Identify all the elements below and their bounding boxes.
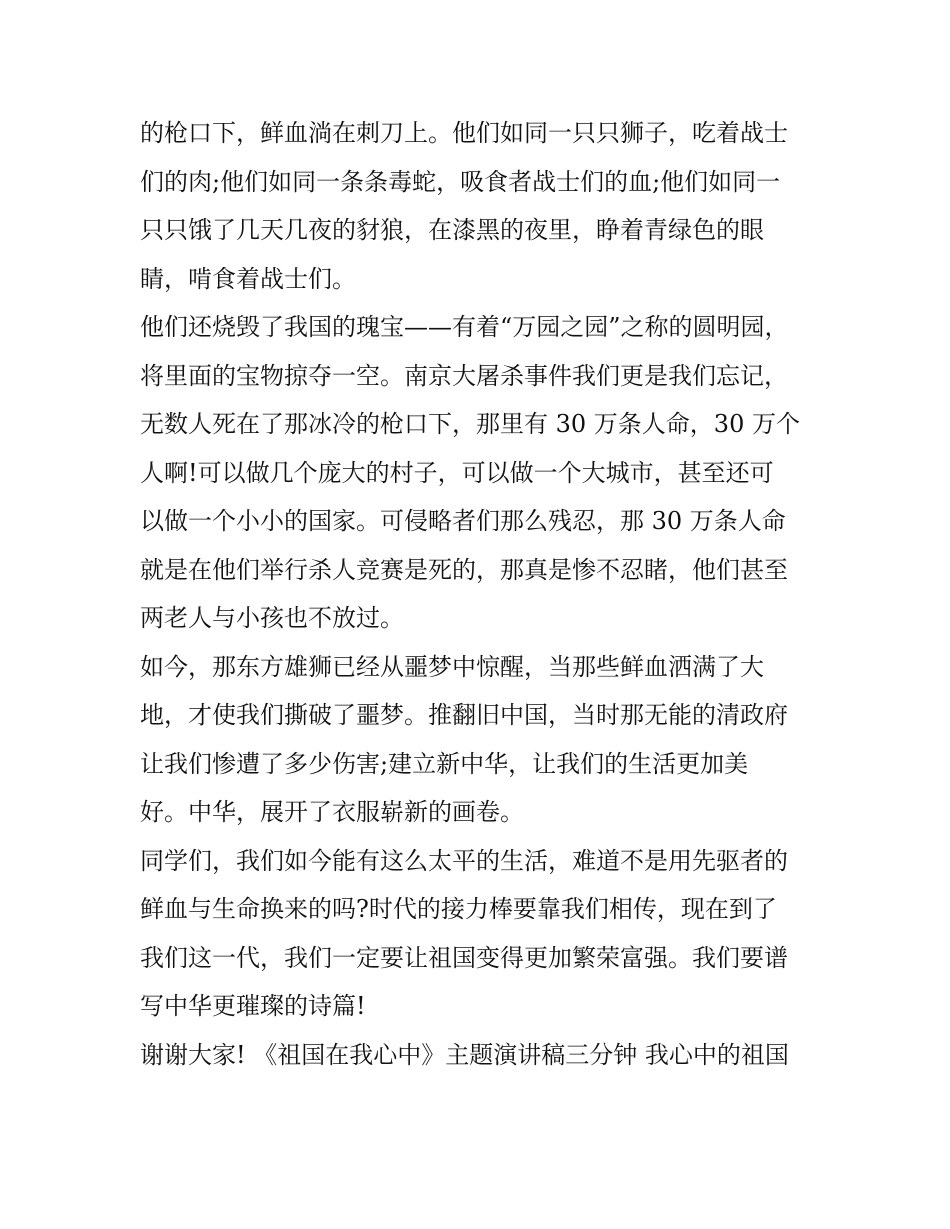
text-line: 我们这一代，我们一定要让祖国变得更加繁荣富强。我们要谱	[140, 943, 788, 972]
text-line: 人啊!可以做几个庞大的村子，可以做一个大城市，甚至还可	[140, 458, 774, 487]
text-line: 将里面的宝物掠夺一空。南京大屠杀事件我们更是我们忘记，	[140, 361, 788, 390]
text-line: 就是在他们举行杀人竞赛是死的，那真是惨不忍睹，他们甚至	[140, 555, 788, 584]
text-line: 地，才使我们撕破了噩梦。推翻旧中国，当时那无能的清政府	[140, 701, 788, 729]
text-line: 只只饿了几天几夜的豺狼，在漆黑的夜里，睁着青绿色的眼	[140, 216, 764, 244]
text-line: 睛，啃食着战士们。	[140, 264, 356, 293]
text-line: 写中华更璀璨的诗篇!	[140, 992, 366, 1020]
text-line: 们的肉;他们如同一条条毒蛇，吸食者战士们的血;他们如同一	[140, 167, 781, 196]
body-text	[140, 109, 820, 1079]
text-line: 好。中华，展开了衣服崭新的画卷。	[140, 798, 524, 826]
text-line: 同学们，我们如今能有这么太平的生活，难道不是用先驱者的	[140, 846, 788, 875]
text-line: 谢谢大家! 《祖国在我心中》主题演讲稿三分钟 我心中的祖国	[140, 1040, 789, 1069]
text-line: 的枪口下，鲜血淌在刺刀上。他们如同一只只狮子，吃着战士	[140, 119, 788, 147]
text-line: 以做一个小小的国家。可侵略者们那么残忍，那 30 万条人命	[140, 507, 786, 535]
text-line: 如今，那东方雄狮已经从噩梦中惊醒，当那些鲜血洒满了大	[140, 652, 764, 681]
text-line: 让我们惨遭了多少伤害;建立新中华，让我们的生活更加美	[140, 749, 749, 778]
text-line: 两老人与小孩也不放过。	[140, 604, 404, 632]
text-line: 鲜血与生命换来的吗?时代的接力棒要靠我们相传，现在到了	[140, 895, 777, 923]
text-line: 无数人死在了那冰冷的枪口下，那里有 30 万条人命，30 万个	[140, 410, 800, 438]
text-line: 他们还烧毁了我国的瑰宝——有着“万园之园”之称的圆明园，	[140, 313, 789, 341]
